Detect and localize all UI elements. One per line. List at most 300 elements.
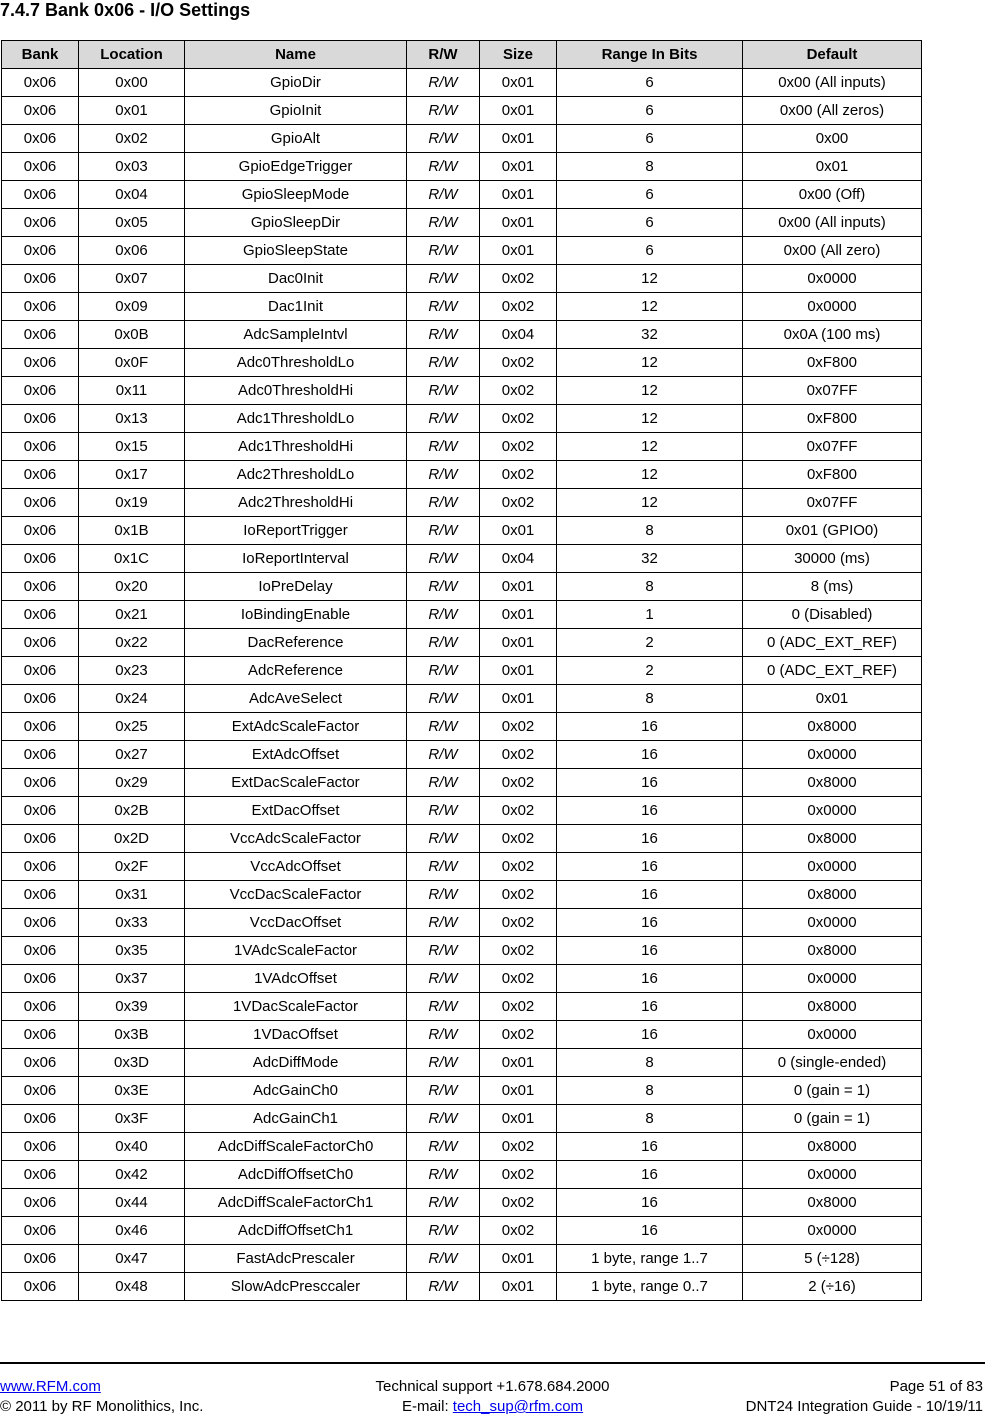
cell-name: AdcAveSelect <box>185 685 407 713</box>
cell-size: 0x01 <box>480 125 557 153</box>
cell-default: 0 (single-ended) <box>743 1049 922 1077</box>
cell-size: 0x01 <box>480 237 557 265</box>
cell-range-in-bits: 16 <box>557 1161 743 1189</box>
table-row <box>2 1077 922 1105</box>
table-row <box>2 657 922 685</box>
cell-location: 0x3F <box>79 1105 185 1133</box>
cell-rw: R/W <box>407 1161 480 1189</box>
table-body <box>2 69 922 1301</box>
cell-range-in-bits: 32 <box>557 321 743 349</box>
cell-location: 0x19 <box>79 489 185 517</box>
cell-rw: R/W <box>407 405 480 433</box>
cell-range-in-bits: 16 <box>557 853 743 881</box>
cell-bank: 0x06 <box>2 993 79 1021</box>
cell-location: 0x22 <box>79 629 185 657</box>
website-link[interactable]: www.RFM.com <box>0 1378 101 1395</box>
cell-location: 0x00 <box>79 69 185 97</box>
table-row <box>2 545 922 573</box>
cell-range-in-bits: 6 <box>557 125 743 153</box>
cell-name: SlowAdcPresccaler <box>185 1273 407 1301</box>
cell-range-in-bits: 8 <box>557 573 743 601</box>
cell-size: 0x02 <box>480 881 557 909</box>
cell-range-in-bits: 12 <box>557 433 743 461</box>
cell-name: AdcGainCh0 <box>185 1077 407 1105</box>
cell-default: 0 (Disabled) <box>743 601 922 629</box>
table-row <box>2 377 922 405</box>
cell-location: 0x2F <box>79 853 185 881</box>
cell-default: 0x01 (GPIO0) <box>743 517 922 545</box>
cell-rw: R/W <box>407 545 480 573</box>
cell-size: 0x01 <box>480 97 557 125</box>
cell-size: 0x02 <box>480 825 557 853</box>
cell-range-in-bits: 12 <box>557 293 743 321</box>
cell-default: 30000 (ms) <box>743 545 922 573</box>
cell-bank: 0x06 <box>2 125 79 153</box>
table-row <box>2 153 922 181</box>
table-row <box>2 601 922 629</box>
cell-location: 0x3B <box>79 1021 185 1049</box>
cell-default: 0x07FF <box>743 377 922 405</box>
cell-location: 0x40 <box>79 1133 185 1161</box>
cell-name: AdcDiffScaleFactorCh1 <box>185 1189 407 1217</box>
cell-location: 0x04 <box>79 181 185 209</box>
cell-bank: 0x06 <box>2 909 79 937</box>
column-header-bank: Bank <box>2 41 79 69</box>
cell-range-in-bits: 12 <box>557 265 743 293</box>
table-row <box>2 405 922 433</box>
cell-rw: R/W <box>407 1217 480 1245</box>
cell-size: 0x02 <box>480 769 557 797</box>
table-row <box>2 1161 922 1189</box>
cell-range-in-bits: 16 <box>557 937 743 965</box>
cell-rw: R/W <box>407 293 480 321</box>
cell-range-in-bits: 16 <box>557 993 743 1021</box>
cell-name: 1VAdcScaleFactor <box>185 937 407 965</box>
cell-location: 0x44 <box>79 1189 185 1217</box>
cell-default: 0x0000 <box>743 965 922 993</box>
cell-default: 8 (ms) <box>743 573 922 601</box>
cell-rw: R/W <box>407 1021 480 1049</box>
cell-default: 0x8000 <box>743 713 922 741</box>
cell-name: AdcDiffOffsetCh1 <box>185 1217 407 1245</box>
cell-location: 0x23 <box>79 657 185 685</box>
cell-name: Dac0Init <box>185 265 407 293</box>
cell-name: Dac1Init <box>185 293 407 321</box>
support-email-link[interactable]: tech_sup@rfm.com <box>452 1398 584 1415</box>
cell-rw: R/W <box>407 321 480 349</box>
cell-range-in-bits: 16 <box>557 881 743 909</box>
table-row <box>2 349 922 377</box>
cell-name: GpioInit <box>185 97 407 125</box>
table-row <box>2 461 922 489</box>
cell-size: 0x02 <box>480 993 557 1021</box>
cell-size: 0x01 <box>480 517 557 545</box>
cell-bank: 0x06 <box>2 181 79 209</box>
table-row <box>2 433 922 461</box>
cell-bank: 0x06 <box>2 489 79 517</box>
cell-size: 0x01 <box>480 181 557 209</box>
cell-bank: 0x06 <box>2 293 79 321</box>
cell-bank: 0x06 <box>2 265 79 293</box>
cell-range-in-bits: 16 <box>557 1189 743 1217</box>
cell-location: 0x39 <box>79 993 185 1021</box>
cell-range-in-bits: 8 <box>557 685 743 713</box>
cell-size: 0x01 <box>480 657 557 685</box>
column-header-rw: R/W <box>407 41 480 69</box>
cell-bank: 0x06 <box>2 153 79 181</box>
table-row <box>2 489 922 517</box>
cell-bank: 0x06 <box>2 545 79 573</box>
cell-range-in-bits: 12 <box>557 377 743 405</box>
cell-rw: R/W <box>407 713 480 741</box>
cell-default: 0x8000 <box>743 937 922 965</box>
cell-bank: 0x06 <box>2 1105 79 1133</box>
cell-name: DacReference <box>185 629 407 657</box>
cell-size: 0x02 <box>480 1021 557 1049</box>
cell-range-in-bits: 8 <box>557 1105 743 1133</box>
table-row <box>2 69 922 97</box>
cell-size: 0x02 <box>480 349 557 377</box>
cell-size: 0x02 <box>480 965 557 993</box>
cell-name: AdcDiffScaleFactorCh0 <box>185 1133 407 1161</box>
cell-rw: R/W <box>407 1273 480 1301</box>
cell-rw: R/W <box>407 937 480 965</box>
cell-size: 0x01 <box>480 1077 557 1105</box>
cell-size: 0x04 <box>480 545 557 573</box>
cell-bank: 0x06 <box>2 713 79 741</box>
table-row <box>2 881 922 909</box>
cell-default: 0x00 (All zero) <box>743 237 922 265</box>
cell-default: 0x8000 <box>743 769 922 797</box>
cell-range-in-bits: 32 <box>557 545 743 573</box>
cell-rw: R/W <box>407 1133 480 1161</box>
cell-size: 0x02 <box>480 1133 557 1161</box>
cell-size: 0x02 <box>480 853 557 881</box>
cell-range-in-bits: 1 <box>557 601 743 629</box>
table-row <box>2 517 922 545</box>
cell-size: 0x01 <box>480 1245 557 1273</box>
table-row <box>2 1273 922 1301</box>
cell-range-in-bits: 12 <box>557 489 743 517</box>
cell-name: GpioAlt <box>185 125 407 153</box>
cell-range-in-bits: 16 <box>557 741 743 769</box>
cell-bank: 0x06 <box>2 321 79 349</box>
cell-location: 0x2D <box>79 825 185 853</box>
cell-rw: R/W <box>407 965 480 993</box>
cell-bank: 0x06 <box>2 209 79 237</box>
cell-location: 0x09 <box>79 293 185 321</box>
cell-range-in-bits: 8 <box>557 1077 743 1105</box>
cell-bank: 0x06 <box>2 825 79 853</box>
cell-location: 0x42 <box>79 1161 185 1189</box>
cell-location: 0x3E <box>79 1077 185 1105</box>
table-row <box>2 209 922 237</box>
cell-rw: R/W <box>407 741 480 769</box>
cell-range-in-bits: 1 byte, range 0..7 <box>557 1273 743 1301</box>
cell-rw: R/W <box>407 237 480 265</box>
cell-default: 0xF800 <box>743 405 922 433</box>
cell-rw: R/W <box>407 181 480 209</box>
table-row <box>2 629 922 657</box>
cell-location: 0x05 <box>79 209 185 237</box>
cell-rw: R/W <box>407 1105 480 1133</box>
table-row <box>2 265 922 293</box>
cell-location: 0x46 <box>79 1217 185 1245</box>
cell-size: 0x01 <box>480 1105 557 1133</box>
table-row <box>2 573 922 601</box>
cell-bank: 0x06 <box>2 769 79 797</box>
cell-default: 0x00 (All inputs) <box>743 69 922 97</box>
table-row <box>2 993 922 1021</box>
table-row <box>2 1049 922 1077</box>
cell-range-in-bits: 8 <box>557 1049 743 1077</box>
page-number: Page 51 of 83 <box>889 1378 983 1395</box>
cell-size: 0x02 <box>480 265 557 293</box>
cell-rw: R/W <box>407 461 480 489</box>
column-header-size: Size <box>480 41 557 69</box>
table-row <box>2 797 922 825</box>
cell-bank: 0x06 <box>2 937 79 965</box>
cell-name: ExtAdcOffset <box>185 741 407 769</box>
cell-default: 0x0A (100 ms) <box>743 321 922 349</box>
cell-bank: 0x06 <box>2 881 79 909</box>
cell-size: 0x01 <box>480 153 557 181</box>
cell-name: GpioSleepDir <box>185 209 407 237</box>
cell-name: GpioSleepState <box>185 237 407 265</box>
table-header-row <box>2 41 922 69</box>
cell-bank: 0x06 <box>2 1049 79 1077</box>
cell-bank: 0x06 <box>2 1245 79 1273</box>
cell-location: 0x03 <box>79 153 185 181</box>
cell-name: 1VAdcOffset <box>185 965 407 993</box>
cell-rw: R/W <box>407 629 480 657</box>
cell-bank: 0x06 <box>2 797 79 825</box>
cell-size: 0x02 <box>480 405 557 433</box>
cell-default: 0x0000 <box>743 265 922 293</box>
cell-name: AdcDiffMode <box>185 1049 407 1077</box>
cell-name: Adc0ThresholdHi <box>185 377 407 405</box>
support-phone: Technical support +1.678.684.2000 <box>375 1378 610 1395</box>
cell-bank: 0x06 <box>2 1133 79 1161</box>
cell-name: AdcGainCh1 <box>185 1105 407 1133</box>
cell-name: Adc2ThresholdHi <box>185 489 407 517</box>
cell-bank: 0x06 <box>2 629 79 657</box>
cell-bank: 0x06 <box>2 1021 79 1049</box>
table-row <box>2 1105 922 1133</box>
cell-range-in-bits: 12 <box>557 349 743 377</box>
cell-location: 0x15 <box>79 433 185 461</box>
cell-range-in-bits: 8 <box>557 517 743 545</box>
cell-default: 0x0000 <box>743 293 922 321</box>
cell-size: 0x01 <box>480 1049 557 1077</box>
cell-bank: 0x06 <box>2 601 79 629</box>
cell-name: Adc1ThresholdHi <box>185 433 407 461</box>
table-row <box>2 125 922 153</box>
cell-rw: R/W <box>407 797 480 825</box>
table-row <box>2 1245 922 1273</box>
cell-bank: 0x06 <box>2 377 79 405</box>
cell-rw: R/W <box>407 69 480 97</box>
cell-size: 0x02 <box>480 489 557 517</box>
cell-location: 0x29 <box>79 769 185 797</box>
cell-default: 2 (÷16) <box>743 1273 922 1301</box>
cell-bank: 0x06 <box>2 1189 79 1217</box>
cell-location: 0x0F <box>79 349 185 377</box>
cell-name: ExtDacOffset <box>185 797 407 825</box>
cell-default: 0x0000 <box>743 1021 922 1049</box>
cell-size: 0x04 <box>480 321 557 349</box>
cell-location: 0x1B <box>79 517 185 545</box>
cell-bank: 0x06 <box>2 685 79 713</box>
cell-bank: 0x06 <box>2 1217 79 1245</box>
cell-bank: 0x06 <box>2 461 79 489</box>
cell-name: VccDacScaleFactor <box>185 881 407 909</box>
cell-range-in-bits: 6 <box>557 97 743 125</box>
cell-name: Adc1ThresholdLo <box>185 405 407 433</box>
cell-location: 0x01 <box>79 97 185 125</box>
cell-name: IoPreDelay <box>185 573 407 601</box>
table-row <box>2 937 922 965</box>
cell-location: 0x1C <box>79 545 185 573</box>
cell-name: GpioEdgeTrigger <box>185 153 407 181</box>
cell-location: 0x3D <box>79 1049 185 1077</box>
table-row <box>2 1021 922 1049</box>
cell-default: 0x00 (Off) <box>743 181 922 209</box>
cell-size: 0x02 <box>480 433 557 461</box>
cell-default: 0x07FF <box>743 433 922 461</box>
cell-bank: 0x06 <box>2 1273 79 1301</box>
cell-bank: 0x06 <box>2 69 79 97</box>
cell-rw: R/W <box>407 825 480 853</box>
table-row <box>2 909 922 937</box>
cell-range-in-bits: 16 <box>557 797 743 825</box>
cell-rw: R/W <box>407 349 480 377</box>
cell-rw: R/W <box>407 1245 480 1273</box>
cell-location: 0x02 <box>79 125 185 153</box>
io-settings-table <box>1 40 922 1301</box>
cell-name: IoReportInterval <box>185 545 407 573</box>
cell-bank: 0x06 <box>2 517 79 545</box>
cell-size: 0x02 <box>480 741 557 769</box>
cell-rw: R/W <box>407 1189 480 1217</box>
cell-size: 0x01 <box>480 573 557 601</box>
cell-rw: R/W <box>407 993 480 1021</box>
document-title: DNT24 Integration Guide - 10/19/11 <box>745 1398 983 1415</box>
cell-default: 0x0000 <box>743 797 922 825</box>
cell-size: 0x02 <box>480 377 557 405</box>
cell-default: 0x01 <box>743 685 922 713</box>
cell-bank: 0x06 <box>2 237 79 265</box>
cell-bank: 0x06 <box>2 1077 79 1105</box>
cell-name: ExtDacScaleFactor <box>185 769 407 797</box>
cell-rw: R/W <box>407 433 480 461</box>
cell-default: 0x0000 <box>743 1161 922 1189</box>
cell-bank: 0x06 <box>2 405 79 433</box>
cell-rw: R/W <box>407 601 480 629</box>
table-row <box>2 1217 922 1245</box>
cell-size: 0x02 <box>480 909 557 937</box>
cell-default: 0x8000 <box>743 993 922 1021</box>
column-header-location: Location <box>79 41 185 69</box>
cell-range-in-bits: 16 <box>557 825 743 853</box>
cell-size: 0x02 <box>480 797 557 825</box>
cell-default: 0x8000 <box>743 825 922 853</box>
cell-default: 0x00 <box>743 125 922 153</box>
cell-rw: R/W <box>407 769 480 797</box>
table-row <box>2 853 922 881</box>
cell-default: 0x0000 <box>743 853 922 881</box>
cell-bank: 0x06 <box>2 97 79 125</box>
cell-name: 1VDacScaleFactor <box>185 993 407 1021</box>
cell-rw: R/W <box>407 573 480 601</box>
table-row <box>2 181 922 209</box>
cell-range-in-bits: 16 <box>557 1133 743 1161</box>
cell-location: 0x33 <box>79 909 185 937</box>
cell-range-in-bits: 1 byte, range 1..7 <box>557 1245 743 1273</box>
cell-name: Adc0ThresholdLo <box>185 349 407 377</box>
cell-range-in-bits: 6 <box>557 181 743 209</box>
cell-rw: R/W <box>407 125 480 153</box>
cell-rw: R/W <box>407 97 480 125</box>
cell-rw: R/W <box>407 853 480 881</box>
cell-size: 0x01 <box>480 69 557 97</box>
cell-bank: 0x06 <box>2 741 79 769</box>
cell-default: 0x00 (All zeros) <box>743 97 922 125</box>
footer-divider <box>0 1362 985 1364</box>
cell-range-in-bits: 2 <box>557 629 743 657</box>
cell-size: 0x01 <box>480 629 557 657</box>
cell-location: 0x25 <box>79 713 185 741</box>
cell-default: 0x0000 <box>743 741 922 769</box>
cell-range-in-bits: 8 <box>557 153 743 181</box>
cell-rw: R/W <box>407 153 480 181</box>
cell-size: 0x02 <box>480 1217 557 1245</box>
cell-size: 0x02 <box>480 937 557 965</box>
cell-location: 0x06 <box>79 237 185 265</box>
cell-bank: 0x06 <box>2 657 79 685</box>
column-header-default: Default <box>743 41 922 69</box>
cell-location: 0x0B <box>79 321 185 349</box>
cell-default: 0x01 <box>743 153 922 181</box>
cell-rw: R/W <box>407 377 480 405</box>
email-label: E-mail: <box>401 1398 453 1415</box>
cell-location: 0x11 <box>79 377 185 405</box>
cell-rw: R/W <box>407 209 480 237</box>
cell-location: 0x48 <box>79 1273 185 1301</box>
cell-location: 0x2B <box>79 797 185 825</box>
cell-range-in-bits: 16 <box>557 713 743 741</box>
table-row <box>2 965 922 993</box>
cell-bank: 0x06 <box>2 853 79 881</box>
table-row <box>2 741 922 769</box>
cell-bank: 0x06 <box>2 1161 79 1189</box>
cell-range-in-bits: 6 <box>557 209 743 237</box>
table-row <box>2 685 922 713</box>
cell-location: 0x24 <box>79 685 185 713</box>
section-title: 7.4.7 Bank 0x06 - I/O Settings <box>0 0 251 20</box>
cell-location: 0x37 <box>79 965 185 993</box>
cell-location: 0x07 <box>79 265 185 293</box>
cell-bank: 0x06 <box>2 433 79 461</box>
cell-range-in-bits: 6 <box>557 237 743 265</box>
cell-size: 0x02 <box>480 461 557 489</box>
cell-range-in-bits: 6 <box>557 69 743 97</box>
cell-location: 0x17 <box>79 461 185 489</box>
cell-rw: R/W <box>407 881 480 909</box>
cell-default: 0x0000 <box>743 909 922 937</box>
cell-default: 5 (÷128) <box>743 1245 922 1273</box>
cell-range-in-bits: 16 <box>557 1021 743 1049</box>
